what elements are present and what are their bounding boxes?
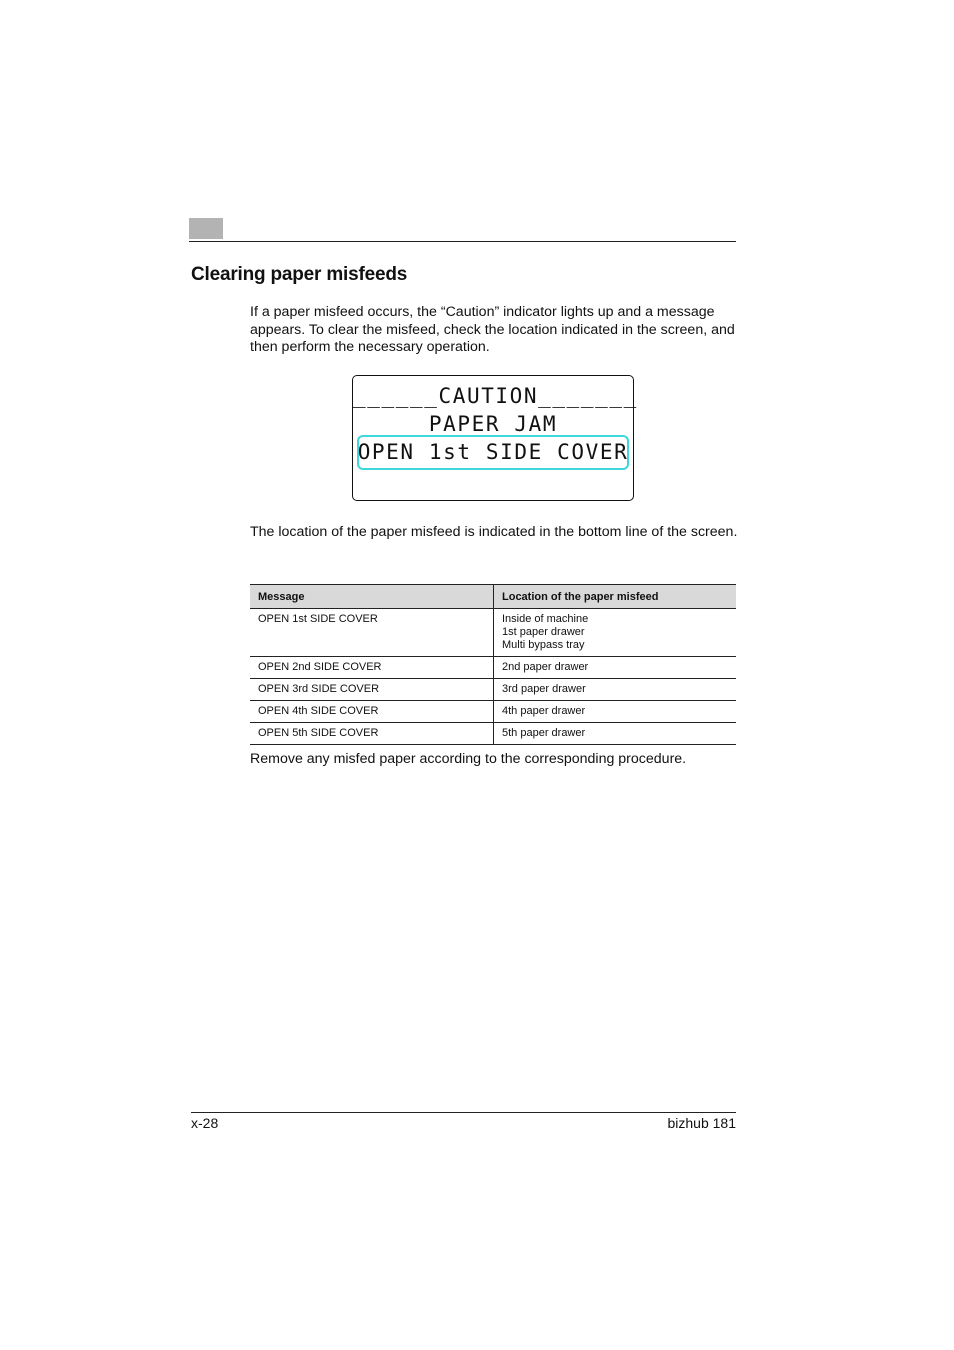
lcd-screen (352, 375, 638, 501)
row-location (494, 679, 737, 701)
chapter-tab-marker (189, 218, 223, 239)
table-row (250, 679, 736, 701)
location-note-paragraph: The location of the paper misfeed is indicated in the bottom line of the screen. (250, 524, 738, 540)
location-line: 3rd paper drawer (502, 683, 586, 695)
table-header-row (250, 585, 736, 609)
row-message: OPEN 2nd SIDE COVER (250, 657, 494, 679)
footer-rule (191, 1112, 736, 1113)
row-location (494, 701, 737, 723)
row-message: OPEN 4th SIDE COVER (250, 701, 494, 723)
row-location (494, 609, 737, 657)
closing-paragraph: Remove any misfed paper according to the corresponding procedure. (250, 751, 687, 767)
header-location: Location of the paper misfeed (494, 585, 737, 609)
header-message: Message (250, 585, 494, 609)
lcd-caution-line: ______CAUTION_______ (353, 384, 638, 408)
row-location (494, 657, 737, 679)
header-rule (189, 241, 736, 242)
lcd-location-line: OPEN 1st SIDE COVER (357, 440, 629, 464)
location-line: 5th paper drawer (502, 727, 586, 739)
location-line: Multi bypass tray (502, 639, 585, 651)
location-line: Inside of machine (502, 613, 589, 625)
location-line: 4th paper drawer (502, 705, 586, 717)
intro-paragraph: If a paper misfeed occurs, the “Caution” indicator lights up and a message appears. To clear the misfeed, check the location indicated in the screen, and then perform the necessary operation. (250, 304, 735, 356)
table-row (250, 657, 736, 679)
page-number: x-28 (191, 1115, 219, 1131)
section-title: Clearing paper misfeeds (191, 264, 408, 285)
row-location (494, 723, 737, 745)
location-line: 1st paper drawer (502, 626, 585, 638)
table-row (250, 723, 736, 745)
row-message: OPEN 1st SIDE COVER (250, 609, 494, 657)
table-row (250, 701, 736, 723)
misfeed-location-table (250, 584, 736, 745)
table-row (250, 609, 736, 657)
lcd-paper-jam-line: PAPER JAM (428, 412, 558, 436)
row-message: OPEN 3rd SIDE COVER (250, 679, 494, 701)
row-message: OPEN 5th SIDE COVER (250, 723, 494, 745)
location-line: 2nd paper drawer (502, 661, 589, 673)
product-name: bizhub 181 (667, 1115, 736, 1131)
